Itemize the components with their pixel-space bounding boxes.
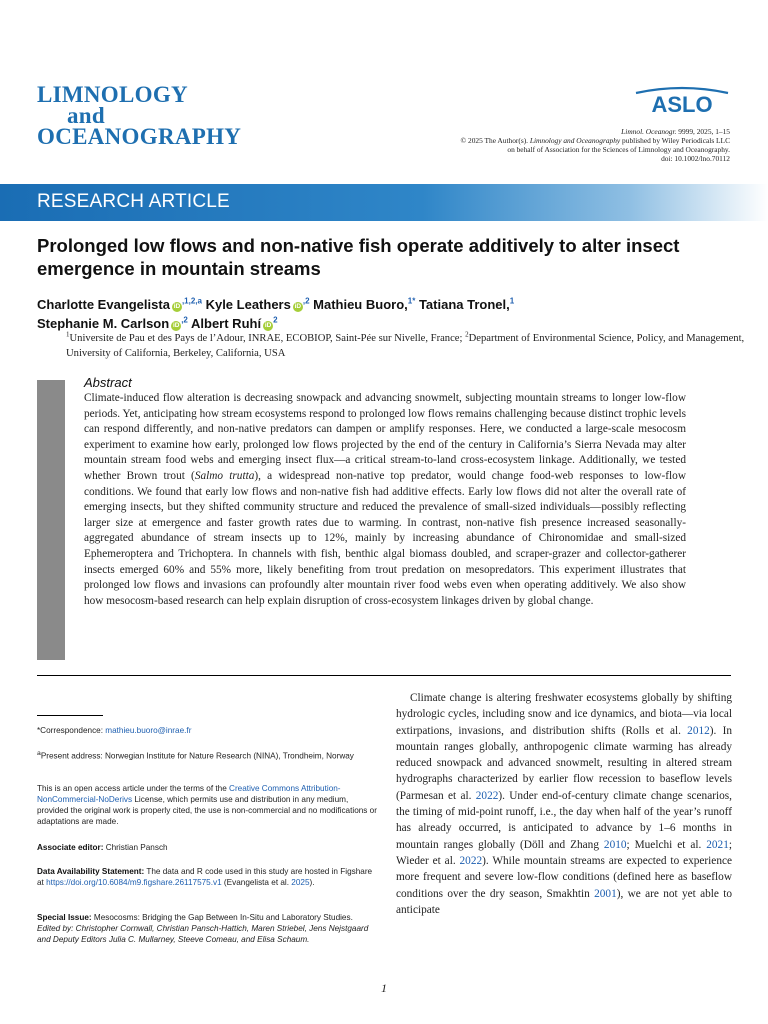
doi[interactable]: doi: 10.1002/lno.70112 [661,154,730,163]
footnote-correspondence [37,725,377,736]
correspondence-email-link[interactable]: mathieu.buoro@inrae.fr [105,726,192,735]
data-cite-year-link[interactable]: 2025 [291,878,310,887]
citation-link[interactable]: 2022 [459,854,483,867]
data-link[interactable]: https://doi.org/10.6084/m9.figshare.26117575.v1 [46,878,222,887]
special-label: Special Issue: [37,913,92,922]
body-paragraph [396,690,732,918]
abstract-text [84,391,686,609]
copyright-suffix: published by Wiley Periodicals LLC [620,136,730,145]
affil-text: Department of Environmental Science, Policy, and Management, University of California, Berkeley, California, USA [66,333,745,359]
affil-text: Universite de Pau et des Pays de l’Adour, INRAE, ECOBIOP, Saint-Pée sur Nivelle, France; [69,333,466,344]
citation-link[interactable]: 2001 [594,887,617,900]
editor-label: Associate editor: [37,843,104,852]
license-pre: This is an open access article under the terms of the [37,784,230,793]
journal-title [37,84,241,147]
author-name[interactable]: Mathieu Buoro, [313,297,408,312]
aslo-logo-text: ASLO [651,92,713,114]
affil-sup: 2 [465,330,469,339]
footnote-data-availability [37,866,377,888]
present-text: Present address: Norwegian Institute for Nature Research (NINA), Trondheim, Norway [40,751,354,761]
special-editors: Edited by: Christopher Cornwall, Christian Pansch-Hattich, Maren Striebel, Jens Nejstgaard and Deputy Editors Julia C. Mullarney, Steeve Comeau, and Elisa Schaum. [37,924,369,944]
author-affil-sup: 1* [407,296,416,306]
data-cite-pre: (Evangelista et al. [221,878,292,887]
citation-link[interactable]: 2022 [475,789,499,802]
author-affil-sup: ,2 [302,296,310,306]
section-divider [37,675,731,676]
copyright-prefix: © 2025 The Author(s). [460,136,530,145]
body-text: ), we are not yet able to anticipate [396,887,732,916]
correspondence-label: *Correspondence: [37,726,106,735]
license-post: License, which permits use and distribution in any medium, provided the original work is properly cited, the use is non-commercial and no modifications or adaptations are made. [37,795,377,826]
data-text: The data and R code used in this study are hosted in Figshare at [37,867,373,887]
citation-link[interactable]: 2010 [603,838,627,851]
orcid-icon[interactable]: iD [173,303,181,310]
citation-link[interactable]: 2012 [687,724,710,737]
affil-sup: 1 [66,330,70,339]
citation-link[interactable]: 2021 [706,838,729,851]
affiliations [66,331,746,361]
special-text: Mesocosms: Bridging the Gap Between In-Situ and Laboratory Studies. [91,913,353,922]
abstract-species: Salmo trutta [194,469,255,482]
journal-title-line2: and [67,103,105,128]
author-affil-sup: 1 [509,296,515,306]
editor-name: Christian Pansch [103,843,168,852]
author-affil-sup: ,2 [181,315,188,325]
author-name[interactable]: Stephanie M. Carlson [37,316,170,331]
footnote-license [37,783,377,827]
license-link[interactable]: Creative Commons Attribution-NonCommercial-NoDerivs [37,784,341,804]
citation-journal: Limnol. Oceanogr. [621,127,677,136]
present-sup: a [37,750,41,757]
page-number: 1 [381,981,387,995]
copyright-journal: Limnology and Oceanography [529,136,621,145]
footnote-editor [37,842,377,853]
author-affil-sup: ,1,2,a [181,296,202,306]
article-type-banner [0,184,768,221]
body-text: ). While mountain streams are expected to experience more frequent and severe low-flow conditions (defined here as baseflow conditions over the dry season, Smakhtin [396,854,732,900]
author-name[interactable]: Tatiana Tronel, [418,297,510,312]
author-name[interactable]: Albert Ruhí [191,316,262,331]
author-name[interactable]: Charlotte Evangelista [37,297,170,312]
abstract-part2: ), a widespread non-native top predator, would change food-web responses to low-flow conditions. We found that early low flows and non-native fish had additive effects. Early low flows did not alter the overall rate of emerging insects, but they shifted community structure and reduced the prevalence of small-sized individuals—possibly reflecting larger size at emergence and faster growth rates due to warming. In contrast, non-native fish presence increased seasonally-aggregated abundance of stream insects up to 12%, mainly by increasing abundance of Chironomidae and small-sized Ephemeroptera and Trichoptera. In channels with fish, benthic algal biomass doubled, and scraper-grazer and collector-gatherer insects emerged 60% and 55% more, likely benefiting from trout predation on mesopredators. This experiment illustrates that prolonged low flows and invasions can profoundly alter mountain river food webs even when operating additively. We also show how mesocosm-based research can help explain disruption of cross-ecosystem linkages driven by global change. [84,469,686,607]
orcid-icon[interactable]: iD [264,322,272,329]
abstract-part1: Climate-induced flow alteration is decreasing snowpack and advancing snowmelt, subjecting mountain streams to longer low-flow periods. Yet, anticipating how stream ecosystems respond to prolonged low flows remains challenging because distinct trophic levels can respond differently, and non-native predators can dampen or amplify responses. Here, we conducted a large-scale mesocosm experiment to examine how early, prolonged low flows projected by the end of the century in California’s Sierra Nevada may alter mountain stream food webs and emerging insect flux—a critical stream-to-land cross-ecosystem linkage. Additionally, we tested whether Brown trout ( [84,392,686,482]
body-text: ). Under end-of-century climate change scenarios, the timing of mid-point runoff, i.e., the day when half of the year’s runoff has already occurred, is anticipated to advance by 1–6 months in mountain ranges globally (Döll and Zhang [396,789,732,851]
author-list [37,295,737,333]
data-label: Data Availability Statement: [37,867,145,876]
citation-block [330,127,730,163]
body-text: ; Wieder et al. [396,838,732,867]
abstract-heading: Abstract [84,375,132,390]
aslo-logo [634,84,730,114]
journal-title-line1: LIMNOLOGY [37,82,188,107]
author-affil-sup: 2 [273,315,278,325]
article-title: Prolonged low flows and non-native fish operate additively to alter insect emergence in mountain streams [37,235,680,279]
orcid-icon[interactable]: iD [294,303,302,310]
author-name[interactable]: Kyle Leathers [205,297,291,312]
citation-issue: 9999, 2025, 1–15 [676,127,730,136]
orcid-icon[interactable]: iD [172,322,180,329]
footnote-special-issue [37,912,377,945]
body-text: ). In mountain ranges globally, anthropogenic climate warming has already reduced snowpack and advanced snowmelt, resulting in altered stream hydrographs characterized by earlier flow recession to baseflow levels (Parmesan et al. [396,724,732,802]
footnote-divider [37,715,103,716]
footnote-present-address [37,748,377,762]
abstract-sidebar-bar [37,380,65,660]
journal-title-line3: OCEANOGRAPHY [37,124,242,149]
body-text: Climate change is altering freshwater ecosystems globally by shifting hydrologic cycles, including snow and ice dynamics, and biota—via local extirpations, invasions, and distribution shifts (Rolls et al. [396,692,732,737]
body-text: ; Muelchi et al. [626,838,707,851]
article-type-label: RESEARCH ARTICLE [37,191,230,212]
data-cite-post: ). [309,878,315,887]
copyright-line2: on behalf of Association for the Sciences of Limnology and Oceanography. [507,145,730,154]
